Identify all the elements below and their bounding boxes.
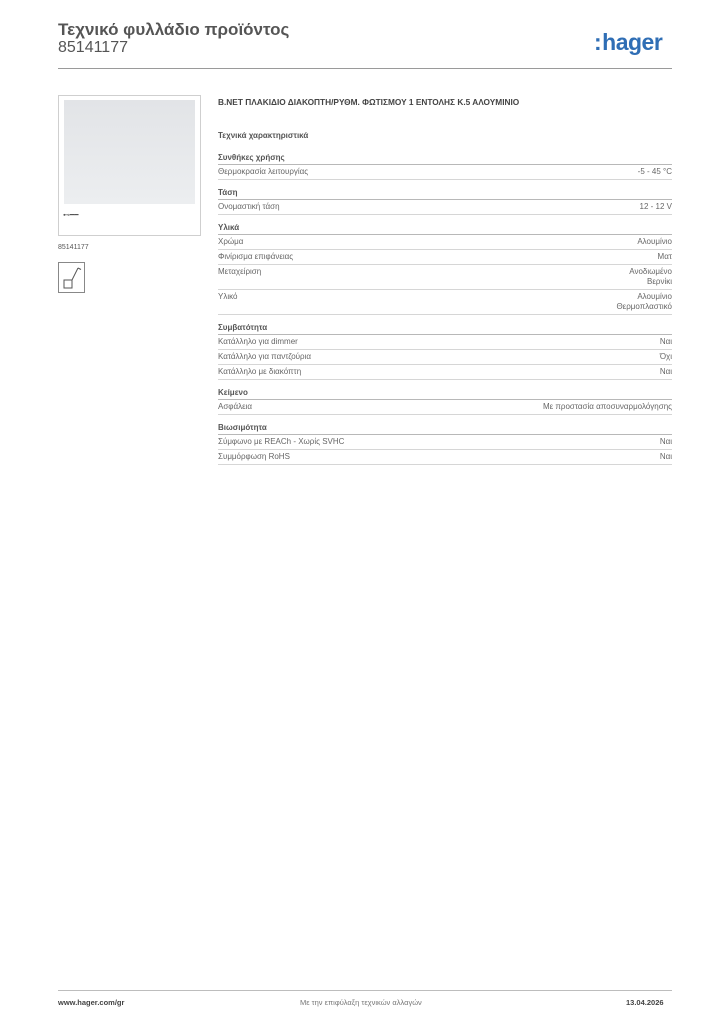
spec-value	[660, 452, 672, 462]
spec-value	[640, 202, 672, 212]
spec-label: Μεταχείριση	[218, 267, 262, 276]
spec-value-line: Όχι	[659, 352, 672, 361]
spec-value	[660, 337, 672, 347]
spec-group	[218, 323, 672, 380]
header-product-code: 85141177	[58, 39, 128, 56]
spec-group	[218, 188, 672, 215]
spec-group-title: Κείμενο	[218, 388, 672, 400]
product-ref-code: 85141177	[58, 244, 89, 251]
spec-value	[660, 352, 672, 362]
spec-row	[218, 290, 672, 315]
symbol-box	[58, 262, 85, 293]
footer-website[interactable]: www.hager.com/gr	[58, 998, 125, 1007]
spec-value	[638, 167, 672, 177]
spec-value-line: Ναι	[659, 437, 672, 446]
spec-value-line: Αλουμίνιο	[637, 237, 672, 246]
spec-value-line: Ναι	[659, 337, 672, 346]
hager-logo	[594, 29, 662, 56]
spec-label: Θερμοκρασία λειτουργίας	[218, 167, 309, 176]
spec-value-line: Ματ	[657, 252, 672, 261]
specs-table	[218, 153, 672, 473]
product-name: B.NET ΠΛΑΚΙΔΙΟ ΔΙΑΚΟΠΤΗ/ΡΥΘΜ. ΦΩΤΙΣΜΟΥ 1 ΕΝΤΟΛΗΣ Κ.5 ΑΛΟΥΜΙΝΙΟ	[218, 97, 520, 107]
spec-value	[629, 267, 672, 287]
spec-value-line: Ναι	[659, 452, 672, 461]
spec-label: Κατάλληλο για dimmer	[218, 337, 298, 346]
spec-label: Συμμόρφωση RoHS	[218, 452, 290, 461]
spec-value-line: Αλουμίνιο	[637, 292, 672, 301]
spec-value	[543, 402, 672, 412]
product-image	[64, 100, 195, 204]
product-image-mark: ⊷━━	[63, 212, 79, 219]
logo-prefix: :	[594, 29, 602, 55]
header-divider	[58, 68, 672, 69]
spec-label: Κατάλληλο για παντζούρια	[218, 352, 312, 361]
product-image-frame	[58, 95, 201, 236]
spec-value-line: -5 - 45 °C	[637, 167, 672, 176]
spec-value	[660, 367, 672, 377]
switch-symbol-icon	[59, 263, 84, 292]
spec-group	[218, 388, 672, 415]
spec-row	[218, 400, 672, 415]
spec-group	[218, 223, 672, 315]
spec-group-title: Τάση	[218, 188, 672, 200]
spec-label: Υλικό	[218, 292, 238, 301]
spec-row	[218, 450, 672, 465]
spec-value	[660, 437, 672, 447]
footer-date: 13.04.2026	[626, 998, 664, 1007]
spec-label: Κατάλληλο με διακόπτη	[218, 367, 302, 376]
spec-value	[616, 292, 672, 312]
spec-group-title: Υλικά	[218, 223, 672, 235]
spec-group-title: Συνθήκες χρήσης	[218, 153, 672, 165]
spec-label: Φινίρισμα επιφάνειας	[218, 252, 294, 261]
spec-value-line: Θερμοπλαστικό	[616, 302, 672, 311]
spec-group-title: Συμβατότητα	[218, 323, 672, 335]
spec-row	[218, 365, 672, 380]
spec-label: Σύμφωνο με REACh - Χωρίς SVHC	[218, 437, 345, 446]
spec-value	[658, 252, 672, 262]
spec-value-line: Βερνίκι	[646, 277, 672, 286]
spec-label: Ασφάλεια	[218, 402, 253, 411]
spec-group	[218, 153, 672, 180]
spec-row	[218, 250, 672, 265]
spec-row	[218, 165, 672, 180]
spec-group-title: Βιωσιμότητα	[218, 423, 672, 435]
spec-label: Ονομαστική τάση	[218, 202, 280, 211]
spec-value-line: 12 - 12 V	[639, 202, 672, 211]
footer-notice: Με την επιφύλαξη τεχνικών αλλαγών	[300, 998, 422, 1007]
header-title: Τεχνικό φυλλάδιο προϊόντος	[58, 20, 290, 39]
spec-value	[637, 237, 672, 247]
spec-value-line: Ναι	[659, 367, 672, 376]
spec-group	[218, 423, 672, 465]
spec-row	[218, 350, 672, 365]
spec-label: Χρώμα	[218, 237, 244, 246]
spec-value-line: Με προστασία αποσυναρμολόγησης	[542, 402, 672, 411]
logo-text: hager	[602, 29, 663, 55]
spec-row	[218, 335, 672, 350]
spec-row	[218, 235, 672, 250]
spec-value-line: Ανοδιωμένο	[629, 267, 672, 276]
spec-row	[218, 265, 672, 290]
spec-row	[218, 435, 672, 450]
spec-row	[218, 200, 672, 215]
specs-title: Τεχνικά χαρακτηριστικά	[218, 131, 309, 140]
footer-divider	[58, 990, 672, 991]
